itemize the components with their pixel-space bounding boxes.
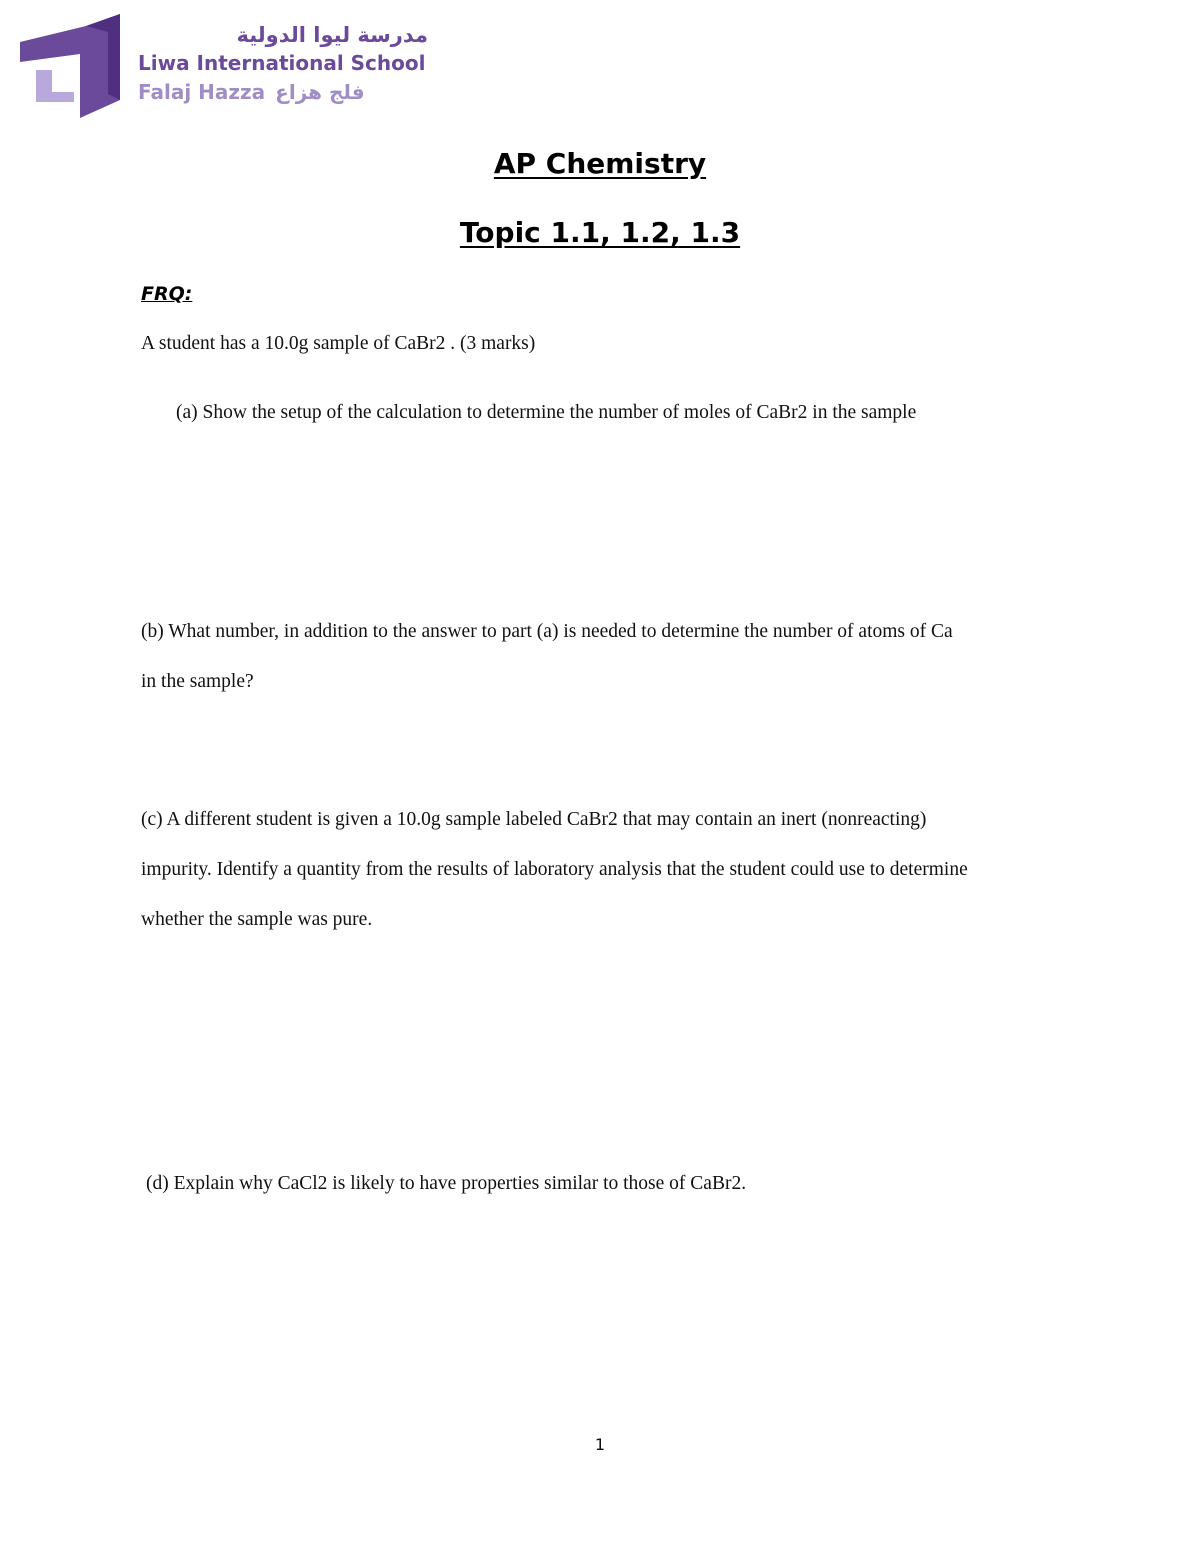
question-c-line-1: (c) A different student is given a 10.0g sample labeled CaBr2 that may contain an inert (nonreacting) [141, 809, 927, 830]
question-intro: A student has a 10.0g sample of CaBr2 . (3 marks) [141, 333, 536, 354]
question-c-line-3: whether the sample was pure. [141, 909, 373, 930]
school-logo-mark [16, 14, 126, 122]
logo-campus-english: Falaj Hazza [138, 80, 266, 104]
question-c [141, 795, 968, 945]
page-number: 1 [594, 1435, 606, 1454]
question-b-line-2: in the sample? [141, 671, 254, 692]
document-topic: Topic 1.1, 1.2, 1.3 [459, 216, 741, 249]
logo-campus-arabic: فلج هزاع [275, 80, 365, 104]
question-d: (d) Explain why CaCl2 is likely to have properties similar to those of CaBr2. [146, 1173, 747, 1194]
question-b-line-1: (b) What number, in addition to the answer to part (a) is needed to determine the number of atoms of Ca [141, 621, 953, 642]
logo-english-name: Liwa International School [138, 51, 426, 75]
logo-campus [138, 78, 365, 106]
school-logo [16, 14, 436, 122]
question-c-line-2: impurity. Identify a quantity from the results of laboratory analysis that the student could use to determine [141, 859, 968, 880]
logo-bracket-light [36, 70, 74, 102]
question-b [141, 607, 953, 707]
section-label-frq: FRQ: [141, 283, 193, 305]
logo-arabic-name: مدرسة ليوا الدولية [236, 23, 428, 47]
question-a: (a) Show the setup of the calculation to determine the number of moles of CaBr2 in the sample [176, 402, 917, 423]
document-title: AP Chemistry [493, 147, 707, 180]
